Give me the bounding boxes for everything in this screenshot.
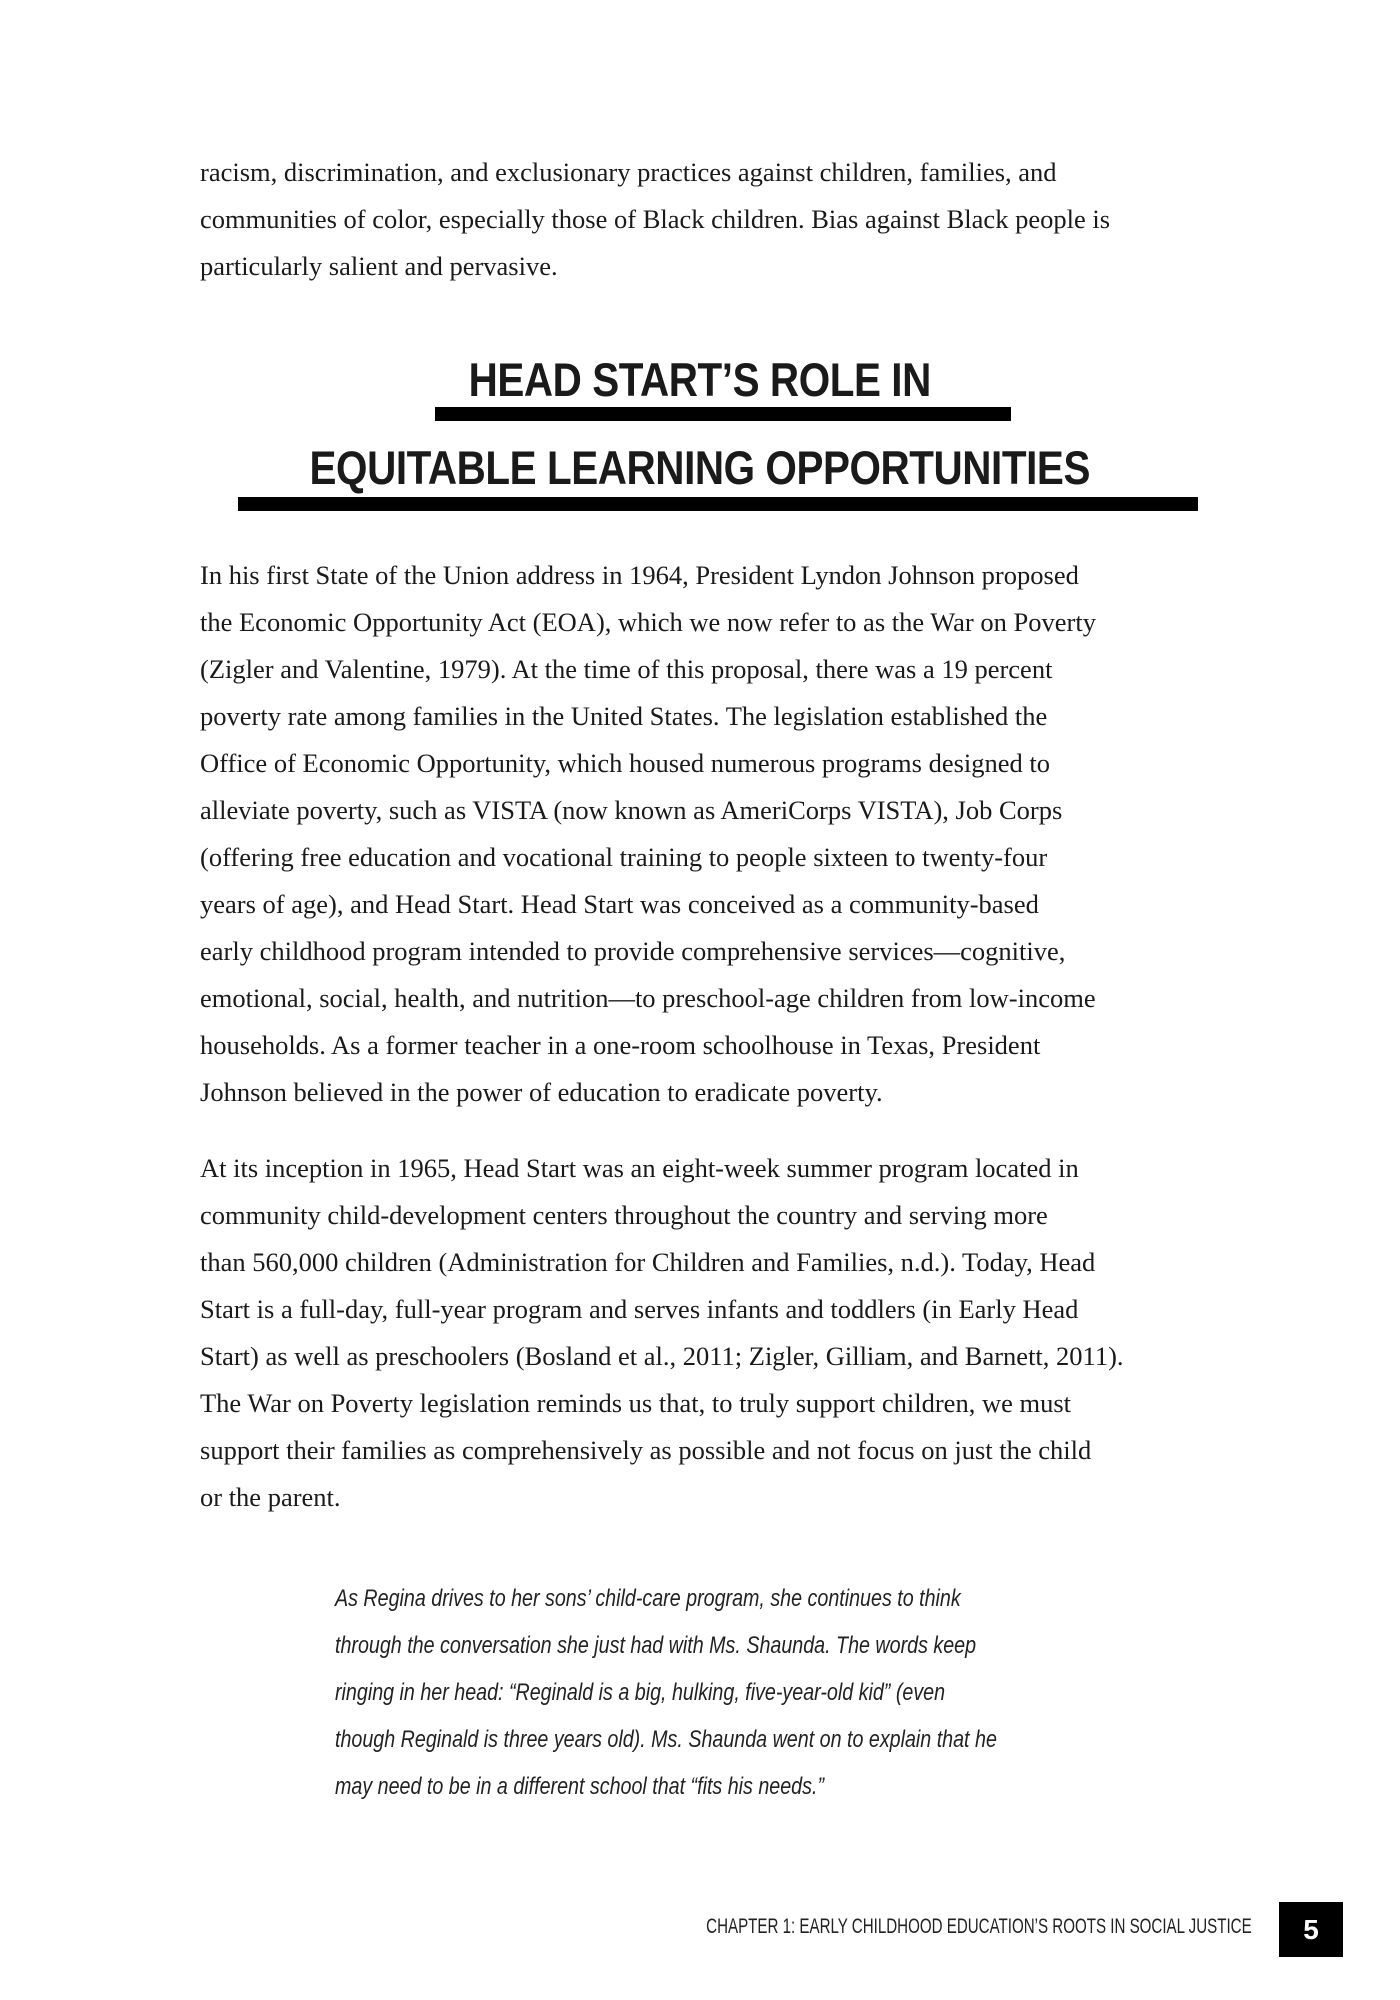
- vignette-line: though Reginald is three years old). Ms. Shaunda went on to explain that he: [335, 1726, 997, 1753]
- text-line: than 560,000 children (Administration for Children and Families, n.d.). Today, Head: [200, 1247, 1096, 1277]
- text-line: Start) as well as preschoolers (Bosland et al., 2011; Zigler, Gilliam, and Barnett, 2011).: [200, 1341, 1124, 1371]
- text-line: At its inception in 1965, Head Start was an eight-week summer program located in: [200, 1153, 1079, 1183]
- text-line: (offering free education and vocational training to people sixteen to twenty-four: [200, 842, 1048, 872]
- text-line: Office of Economic Opportunity, which housed numerous programs designed to: [200, 748, 1051, 778]
- text-line: Start is a full-day, full-year program and serves infants and toddlers (in Early Head: [200, 1294, 1079, 1324]
- text-line: community child-development centers throughout the country and serving more: [200, 1200, 1048, 1230]
- vignette-line: may need to be in a different school that “fits his needs.”: [335, 1773, 825, 1800]
- page-number: 5: [1279, 1902, 1343, 1957]
- heading-text: EQUITABLE LEARNING OPPORTUNITIES: [309, 441, 1091, 494]
- vignette-line: ringing in her head: “Reginald is a big, hulking, five-year-old kid” (even: [335, 1679, 946, 1706]
- text-line: years of age), and Head Start. Head Start was conceived as a community-based: [200, 889, 1039, 919]
- paragraph-war-on-poverty: [200, 552, 1260, 1116]
- text-line: The War on Poverty legislation reminds us that, to truly support children, we must: [200, 1388, 1072, 1418]
- text-line: communities of color, especially those of Black children. Bias against Black people is: [200, 204, 1111, 234]
- vignette-block: [335, 1575, 1115, 1810]
- text-line: racism, discrimination, and exclusionary practices against children, families, and: [200, 157, 1057, 187]
- intro-paragraph: [200, 149, 1260, 290]
- text-line: households. As a former teacher in a one-room schoolhouse in Texas, President: [200, 1030, 1041, 1060]
- vignette-line: through the conversation she just had with Ms. Shaunda. The words keep: [335, 1632, 977, 1659]
- section-heading-line-2: [0, 440, 1400, 495]
- section-heading-line-1: [0, 352, 1400, 407]
- heading-underline-2: [238, 497, 1198, 511]
- text-line: emotional, social, health, and nutrition—to preschool-age children from low-income: [200, 983, 1096, 1013]
- text-line: the Economic Opportunity Act (EOA), which we now refer to as the War on Poverty: [200, 607, 1096, 637]
- heading-underline-1: [435, 407, 1011, 421]
- text-line: In his first State of the Union address in 1964, President Lyndon Johnson proposed: [200, 560, 1079, 590]
- running-head: CHAPTER 1: EARLY CHILDHOOD EDUCATION’S ROOTS IN SOCIAL JUSTICE: [706, 1915, 1252, 1938]
- vignette-line: As Regina drives to her sons’ child-care program, she continues to think: [335, 1585, 961, 1612]
- text-line: or the parent.: [200, 1482, 341, 1512]
- text-line: Johnson believed in the power of education to eradicate poverty.: [200, 1077, 883, 1107]
- text-line: poverty rate among families in the United States. The legislation established the: [200, 701, 1048, 731]
- text-line: particularly salient and pervasive.: [200, 251, 558, 281]
- text-line: alleviate poverty, such as VISTA (now known as AmeriCorps VISTA), Job Corps: [200, 795, 1063, 825]
- paragraph-head-start-inception: [200, 1145, 1260, 1521]
- text-line: (Zigler and Valentine, 1979). At the time of this proposal, there was a 19 percent: [200, 654, 1053, 684]
- text-line: support their families as comprehensively as possible and not focus on just the child: [200, 1435, 1092, 1465]
- text-line: early childhood program intended to provide comprehensive services—cognitive,: [200, 936, 1066, 966]
- heading-text: HEAD START’S ROLE IN: [468, 353, 932, 406]
